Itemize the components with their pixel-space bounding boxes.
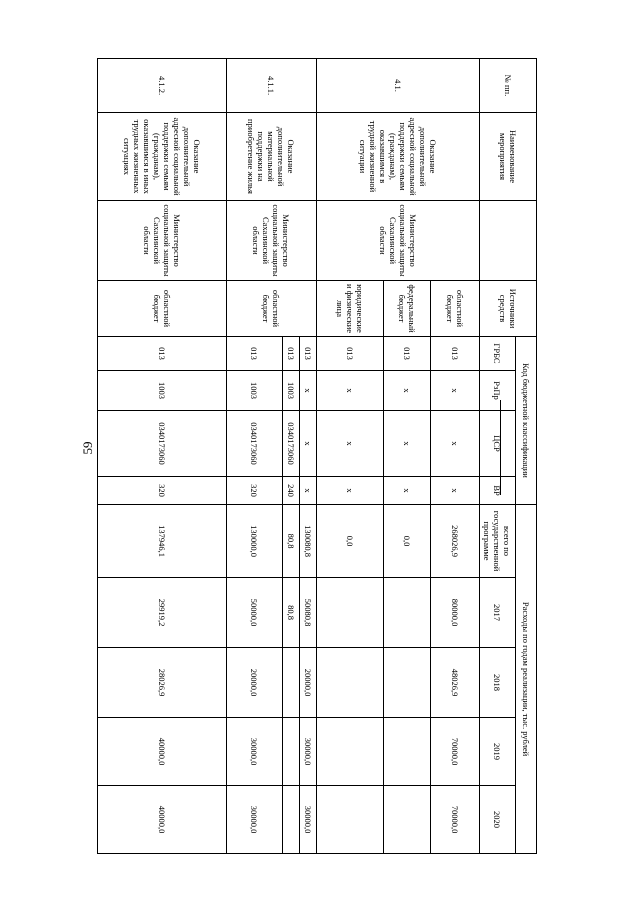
table-row [98, 59, 227, 854]
grbs-cell: 013 [430, 337, 479, 371]
rotated-table-wrapper [97, 58, 537, 853]
y2020-cell: 70000,0 [430, 786, 479, 854]
header-csr: ЦСР [480, 411, 515, 477]
y2018-cell [383, 648, 430, 718]
total-cell: 268026,9 [430, 505, 479, 578]
source-cell: областной бюджет [430, 281, 479, 337]
table-row [299, 59, 316, 854]
header-2018: 2018 [480, 648, 515, 718]
csr-cell: 0340173060 [226, 411, 282, 477]
y2017-cell: 80000,0 [430, 578, 479, 648]
header-name: Наименование мероприятия [480, 113, 537, 201]
vr-cell: 320 [226, 477, 282, 505]
row-4-1-2-num: 4.1.2. [98, 59, 227, 113]
rzpr-cell: 1003 [226, 371, 282, 411]
y2019-cell [317, 718, 384, 786]
grbs-cell: 013 [98, 337, 227, 371]
row-4-1-2-source: областной бюджет [98, 281, 227, 337]
y2019-cell: 30000,0 [299, 718, 316, 786]
total-cell: 80,8 [282, 505, 299, 578]
csr-cell: x [317, 411, 384, 477]
y2017-cell: 29919,2 [98, 578, 227, 648]
header-expenses: Расходы по годам реализации, тыс. рублей [515, 505, 536, 854]
page-number: 59 [80, 441, 95, 455]
y2020-cell [383, 786, 430, 854]
grbs-cell: 013 [282, 337, 299, 371]
rzpr-cell: x [317, 371, 384, 411]
y2018-cell [282, 648, 299, 718]
y2019-cell: 40000,0 [98, 718, 227, 786]
y2020-cell: 30000,0 [299, 786, 316, 854]
y2018-cell: 48026,9 [430, 648, 479, 718]
header-source: Источники средств [480, 281, 537, 337]
source-cell: юридические и физические лица [317, 281, 384, 337]
row-4-1-1-source: областной бюджет [226, 281, 316, 337]
row-4-1-name: Оказание дополнительной адресной социальной поддержки семьям (гражданам), оказавшимся в трудной жизненной ситуации [317, 113, 480, 201]
table-row [430, 59, 479, 854]
y2017-cell [317, 578, 384, 648]
header-num: № пп. [480, 59, 537, 113]
vr-cell: x [299, 477, 316, 505]
y2019-cell [282, 718, 299, 786]
grbs-cell: 013 [299, 337, 316, 371]
total-cell: 137946,1 [98, 505, 227, 578]
row-4-1-num: 4.1. [317, 59, 480, 113]
y2018-cell [317, 648, 384, 718]
header-budget-code: Код бюджетной классификации [515, 337, 536, 505]
grbs-cell: 013 [383, 337, 430, 371]
vr-cell: x [317, 477, 384, 505]
header-2020: 2020 [480, 786, 515, 854]
vr-cell: x [430, 477, 479, 505]
row-4-1-1-executor: Министерство социальной защиты Сахалинской области [226, 201, 316, 281]
y2019-cell [383, 718, 430, 786]
rzpr-cell: 1003 [98, 371, 227, 411]
row-4-1-1-name: Оказание дополнительной материальной поддержки на приобретение жилья [226, 113, 316, 201]
row-4-1-2-executor: Министерство социальной защиты Сахалинской области [98, 201, 227, 281]
grbs-cell: 013 [317, 337, 384, 371]
y2017-cell [383, 578, 430, 648]
y2020-cell: 30000,0 [226, 786, 282, 854]
vr-cell: x [383, 477, 430, 505]
y2017-cell: 50000,0 [226, 578, 282, 648]
vr-cell: 320 [98, 477, 227, 505]
source-cell: федеральный бюджет [383, 281, 430, 337]
header-2019: 2019 [480, 718, 515, 786]
y2018-cell: 28026,9 [98, 648, 227, 718]
row-4-1-2-name: Оказание дополнительной адресной социальной поддержки семьям (гражданам), оказавшимся в иных трудных жизненных ситуациях [98, 113, 227, 201]
total-cell: 0,0 [317, 505, 384, 578]
total-cell: 130000,0 [226, 505, 282, 578]
y2018-cell: 20000,0 [299, 648, 316, 718]
rzpr-cell: x [430, 371, 479, 411]
grbs-cell: 013 [226, 337, 282, 371]
rzpr-cell: x [383, 371, 430, 411]
header-2017: 2017 [480, 578, 515, 648]
header-executor [480, 201, 537, 281]
header-rzpr: РзПр [480, 371, 515, 411]
total-cell: 130080,8 [299, 505, 316, 578]
header-vr: ВР [480, 477, 515, 505]
csr-cell: 0340173060 [98, 411, 227, 477]
y2018-cell: 20000,0 [226, 648, 282, 718]
csr-cell: x [383, 411, 430, 477]
rzpr-cell: 1003 [282, 371, 299, 411]
y2019-cell: 30000,0 [226, 718, 282, 786]
y2020-cell: 40000,0 [98, 786, 227, 854]
total-cell: 0,0 [383, 505, 430, 578]
row-4-1-executor: Министерство социальной защиты Сахалинской области [317, 201, 480, 281]
header-total: всего по государственной программе [480, 505, 515, 578]
header-row-1 [515, 59, 536, 854]
csr-cell: 0340173060 [282, 411, 299, 477]
y2019-cell: 70000,0 [430, 718, 479, 786]
rzpr-cell: x [299, 371, 316, 411]
header-grbs: ГРБС [480, 337, 515, 371]
row-4-1-1-num: 4.1.1. [226, 59, 316, 113]
y2017-cell: 50080,8 [299, 578, 316, 648]
y2020-cell [317, 786, 384, 854]
budget-table [97, 58, 537, 854]
csr-cell: x [430, 411, 479, 477]
y2020-cell [282, 786, 299, 854]
y2017-cell: 80,8 [282, 578, 299, 648]
vr-cell: 240 [282, 477, 299, 505]
csr-cell: x [299, 411, 316, 477]
